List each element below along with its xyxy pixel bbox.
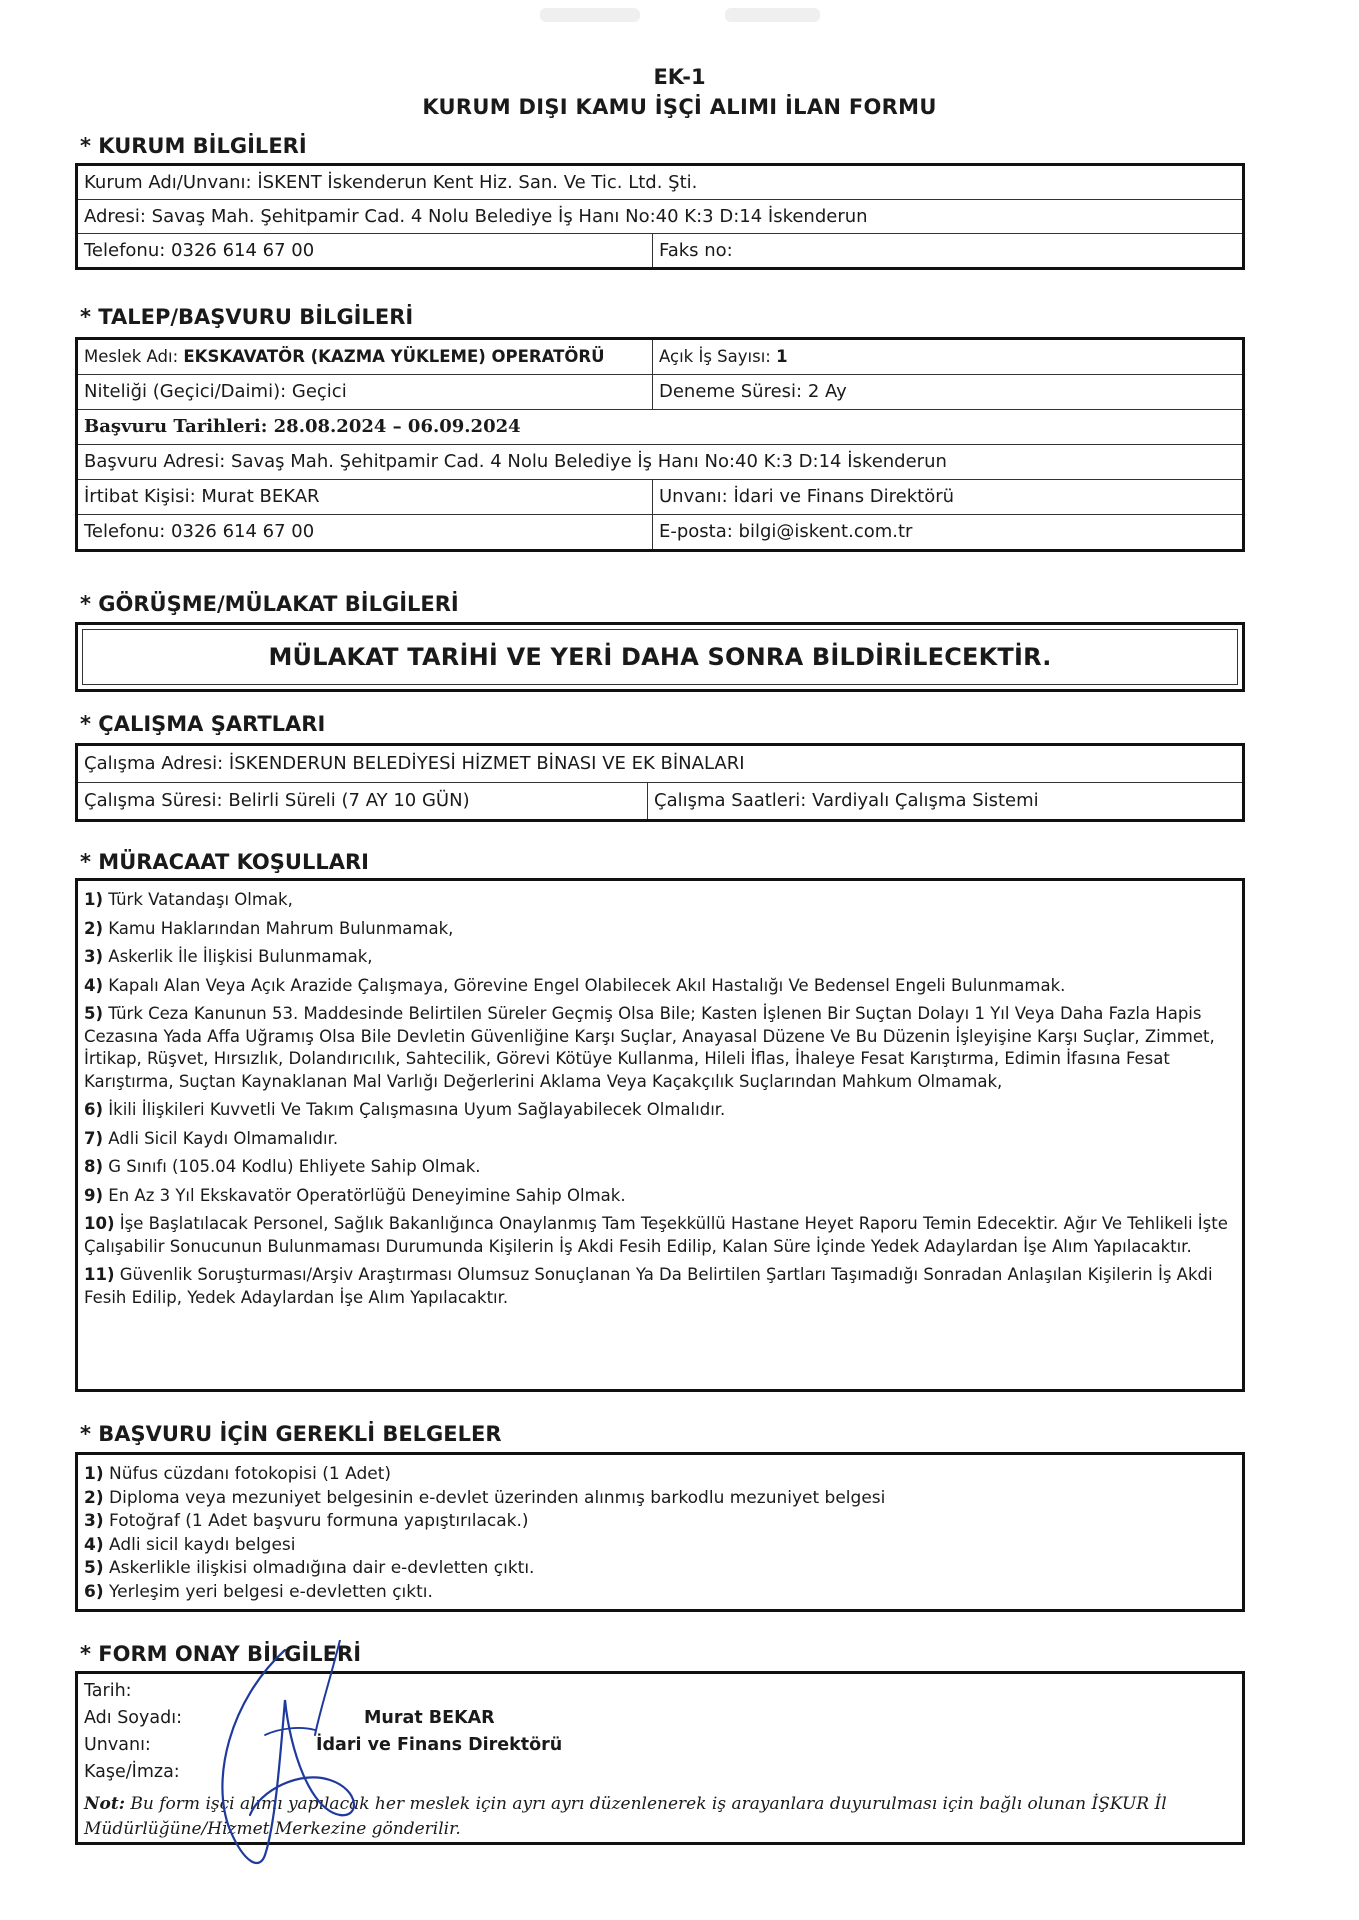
approval-stamp-label: Kaşe/İmza: bbox=[84, 1762, 180, 1782]
institution-name-row bbox=[78, 166, 1242, 200]
approval-date-label: Tarih: bbox=[84, 1681, 132, 1701]
work-heading: * ÇALIŞMA ŞARTLARI bbox=[80, 712, 326, 736]
handwritten-signature bbox=[190, 1640, 390, 1870]
condition-item-number: 2) bbox=[84, 918, 104, 938]
application-address-row bbox=[78, 445, 1242, 480]
condition-item-number: 5) bbox=[84, 1004, 104, 1023]
application-box bbox=[75, 337, 1245, 552]
condition-item bbox=[84, 1156, 1236, 1179]
document-item bbox=[84, 1463, 1236, 1487]
scan-smudge bbox=[540, 8, 640, 22]
work-address-row bbox=[78, 746, 1242, 783]
nature-row bbox=[78, 375, 1242, 410]
contact-row bbox=[78, 480, 1242, 515]
condition-item-number: 9) bbox=[84, 1185, 104, 1205]
condition-item-text: Türk Vatandaşı Olmak, bbox=[108, 890, 293, 909]
document-item bbox=[84, 1581, 1236, 1605]
document-item-text: Adli sicil kaydı belgesi bbox=[109, 1534, 296, 1555]
document-item-number: 6) bbox=[84, 1581, 104, 1602]
scan-smudge bbox=[725, 8, 820, 22]
contact-title: Unvanı: İdari ve Finans Direktörü bbox=[659, 486, 955, 507]
probation-cell: Deneme Süresi: 2 Ay bbox=[659, 381, 847, 402]
documents-box bbox=[75, 1452, 1245, 1612]
condition-item bbox=[84, 1264, 1236, 1309]
dates-row bbox=[78, 410, 1242, 445]
profession-label: Meslek Adı: bbox=[84, 347, 179, 366]
document-item bbox=[84, 1487, 1236, 1511]
approval-title-label: Unvanı: bbox=[84, 1735, 151, 1755]
openings-value: 1 bbox=[776, 347, 788, 366]
institution-phone: Telefonu: 0326 614 67 00 bbox=[78, 234, 653, 267]
institution-name: Kurum Adı/Unvanı: İSKENT İskenderun Kent Hiz. San. Ve Tic. Ltd. Şti. bbox=[84, 172, 698, 193]
contact-person: İrtibat Kişisi: Murat BEKAR bbox=[78, 480, 653, 514]
document-code: EK-1 bbox=[653, 65, 706, 89]
profession-cell bbox=[78, 340, 653, 374]
document-item-number: 1) bbox=[84, 1464, 104, 1484]
work-hours: Çalışma Saatleri: Vardiyalı Çalışma Sistemi bbox=[654, 790, 1039, 811]
condition-item-text: En Az 3 Yıl Ekskavatör Operatörlüğü Deneyimine Sahip Olmak. bbox=[108, 1185, 626, 1205]
condition-item-number: 7) bbox=[84, 1128, 104, 1148]
interview-heading: * GÖRÜŞME/MÜLAKAT BİLGİLERİ bbox=[80, 592, 459, 616]
profession-value: EKSKAVATÖR (KAZMA YÜKLEME) OPERATÖRÜ bbox=[183, 347, 605, 366]
condition-item bbox=[84, 918, 1236, 941]
application-address: Başvuru Adresi: Savaş Mah. Şehitpamir Cad. 4 Nolu Belediye İş Hanı No:40 K:3 D:14 İskenderun bbox=[84, 451, 947, 472]
documents-heading: * BAŞVURU İÇİN GEREKLİ BELGELER bbox=[80, 1422, 502, 1446]
document-item-number: 3) bbox=[84, 1511, 104, 1531]
conditions-box bbox=[75, 878, 1245, 1392]
approval-heading: * FORM ONAY BİLGİLERİ bbox=[80, 1642, 362, 1666]
condition-item-number: 1) bbox=[84, 890, 104, 909]
approval-name-label: Adı Soyadı: bbox=[84, 1708, 182, 1728]
condition-item-number: 3) bbox=[84, 947, 104, 966]
institution-phone-row bbox=[78, 234, 1242, 267]
condition-item bbox=[84, 975, 1236, 998]
condition-item bbox=[84, 1003, 1236, 1093]
approval-name-value: Murat BEKAR bbox=[364, 1708, 495, 1728]
application-heading: * TALEP/BAŞVURU BİLGİLERİ bbox=[80, 305, 414, 329]
institution-fax: Faks no: bbox=[659, 240, 733, 261]
document-item-text: Askerlikle ilişkisi olmadığına dair e-devletten çıktı. bbox=[109, 1558, 535, 1578]
openings-label: Açık İş Sayısı: bbox=[659, 347, 771, 366]
approval-note-text: Bu form işçi alımı yapılacak her meslek için ayrı ayrı düzenlenerek iş arayanlara duyurulması için bağlı olunan İŞKUR İl Müdürlüğüne/Hizmet Merkezine gönderilir. bbox=[84, 1794, 1167, 1839]
contact-email: E-posta: bilgi@iskent.com.tr bbox=[659, 521, 913, 542]
document-item-text: Diploma veya mezuniyet belgesinin e-devlet üzerinden alınmış barkodlu mezuniyet belgesi bbox=[109, 1487, 886, 1508]
work-duration: Çalışma Süresi: Belirli Süreli (7 AY 10 GÜN) bbox=[78, 783, 648, 819]
condition-item-text: Türk Ceza Kanunun 53. Maddesinde Belirtilen Süreler Geçmiş Olsa Bile; Kasten İşlenen Bir Suçtan Dolayı 1 Yıl Veya Daha Fazla Hapis Cezasına Yada Affa Uğramış Olsa Bile Devletin Güvenliğine Karşı Suçlar, Anayasal Düzene Ve Bu Düzenin İşleyişine Karşı Suçlar, Zimmet, İrtikap, Rüşvet, Hırsızlık, Dolandırıcılık, Sahtecilik, Görevi Kötüye Kullanma, Hileli İflas, İhaleye Fesat Karıştırma, Edimin İfasına Fesat Karıştırma, Suçtan Kaynaklanan Mal Varlığı Değerlerini Aklama Veya Kaçakçılık Suçlarından Mahkum Olmamak, bbox=[84, 1004, 1215, 1091]
conditions-list bbox=[84, 889, 1236, 1309]
document-item-text: Yerleşim yeri belgesi e-devletten çıktı. bbox=[109, 1581, 433, 1602]
work-duration-row bbox=[78, 783, 1242, 819]
condition-item-number: 6) bbox=[84, 1100, 104, 1119]
approval-title-value: İdari ve Finans Direktörü bbox=[316, 1735, 563, 1755]
condition-item bbox=[84, 1099, 1236, 1122]
document-item bbox=[84, 1534, 1236, 1558]
condition-item-number: 10) bbox=[84, 1214, 115, 1233]
openings-cell bbox=[653, 340, 1242, 374]
condition-item-text: Askerlik İle İlişkisi Bulunmamak, bbox=[108, 947, 373, 966]
application-dates: Başvuru Tarihleri: 28.08.2024 – 06.09.2024 bbox=[84, 416, 521, 437]
condition-item-text: İkili İlişkileri Kuvvetli Ve Takım Çalışmasına Uyum Sağlayabilecek Olmalıdır. bbox=[108, 1100, 726, 1119]
document-item-text: Fotoğraf (1 Adet başvuru formuna yapıştırılacak.) bbox=[109, 1511, 529, 1531]
condition-item-text: G Sınıfı (105.04 Kodlu) Ehliyete Sahip Olmak. bbox=[108, 1157, 481, 1176]
document-title: KURUM DIŞI KAMU İŞÇİ ALIMI İLAN FORMU bbox=[422, 95, 937, 119]
condition-item bbox=[84, 1128, 1236, 1151]
document-item-number: 5) bbox=[84, 1558, 104, 1578]
interview-text: MÜLAKAT TARİHİ VE YERİ DAHA SONRA BİLDİRİLECEKTİR. bbox=[82, 629, 1238, 685]
condition-item-text: Adli Sicil Kaydı Olmamalıdır. bbox=[108, 1128, 339, 1148]
institution-address-row bbox=[78, 200, 1242, 234]
document-item-number: 4) bbox=[84, 1534, 104, 1555]
condition-item-number: 11) bbox=[84, 1265, 115, 1284]
condition-item-text: Kapalı Alan Veya Açık Arazide Çalışmaya, Görevine Engel Olabilecek Akıl Hastalığı Ve Bedensel Engeli Bulunmamak. bbox=[108, 975, 1066, 995]
profession-row bbox=[78, 340, 1242, 375]
document-item-number: 2) bbox=[84, 1487, 104, 1508]
institution-box bbox=[75, 163, 1245, 270]
institution-heading: * KURUM BİLGİLERİ bbox=[80, 134, 307, 158]
documents-list bbox=[84, 1463, 1236, 1604]
condition-item bbox=[84, 1213, 1236, 1258]
document-item bbox=[84, 1557, 1236, 1581]
contact-phone: Telefonu: 0326 614 67 00 bbox=[78, 515, 653, 549]
nature-cell: Niteliği (Geçici/Daimi): Geçici bbox=[78, 375, 653, 409]
work-address: Çalışma Adresi: İSKENDERUN BELEDİYESİ HİZMET BİNASI VE EK BİNALARI bbox=[84, 753, 745, 774]
condition-item-text: Güvenlik Soruşturması/Arşiv Araştırması Olumsuz Sonuçlanan Ya Da Belirtilen Şartları Taşımadığı Sonradan Anlaşılan Kişilerin İş Akdi Fesih Edilip, Yedek Adaylardan İşe Alım Yapılacaktır. bbox=[84, 1265, 1213, 1307]
condition-item bbox=[84, 889, 1236, 912]
condition-item bbox=[84, 1185, 1236, 1208]
condition-item-text: İşe Başlatılacak Personel, Sağlık Bakanlığınca Onaylanmış Tam Teşekküllü Hastane Heyet Raporu Temin Edecektir. Ağır Ve Tehlikeli İşte Çalışabilir Sonucunun Bulunmaması Durumunda Kişilerin İş Akdi Fesih Edilip, Kalan Süre İçinde Yedek Adaylardan İşe Alım Yapılacaktır. bbox=[84, 1214, 1228, 1256]
condition-item-number: 4) bbox=[84, 975, 104, 995]
condition-item-text: Kamu Haklarından Mahrum Bulunmamak, bbox=[108, 918, 454, 938]
approval-note-label: Not: bbox=[84, 1794, 126, 1814]
condition-item-number: 8) bbox=[84, 1157, 104, 1176]
contact-phone-row bbox=[78, 515, 1242, 549]
document-item bbox=[84, 1510, 1236, 1534]
institution-address: Adresi: Savaş Mah. Şehitpamir Cad. 4 Nolu Belediye İş Hanı No:40 K:3 D:14 İskenderun bbox=[84, 206, 868, 227]
document-item-text: Nüfus cüzdanı fotokopisi (1 Adet) bbox=[109, 1464, 392, 1484]
condition-item bbox=[84, 946, 1236, 969]
conditions-heading: * MÜRACAAT KOŞULLARI bbox=[80, 850, 369, 874]
work-box bbox=[75, 743, 1245, 822]
title-block bbox=[0, 62, 1359, 122]
interview-box bbox=[75, 622, 1245, 692]
